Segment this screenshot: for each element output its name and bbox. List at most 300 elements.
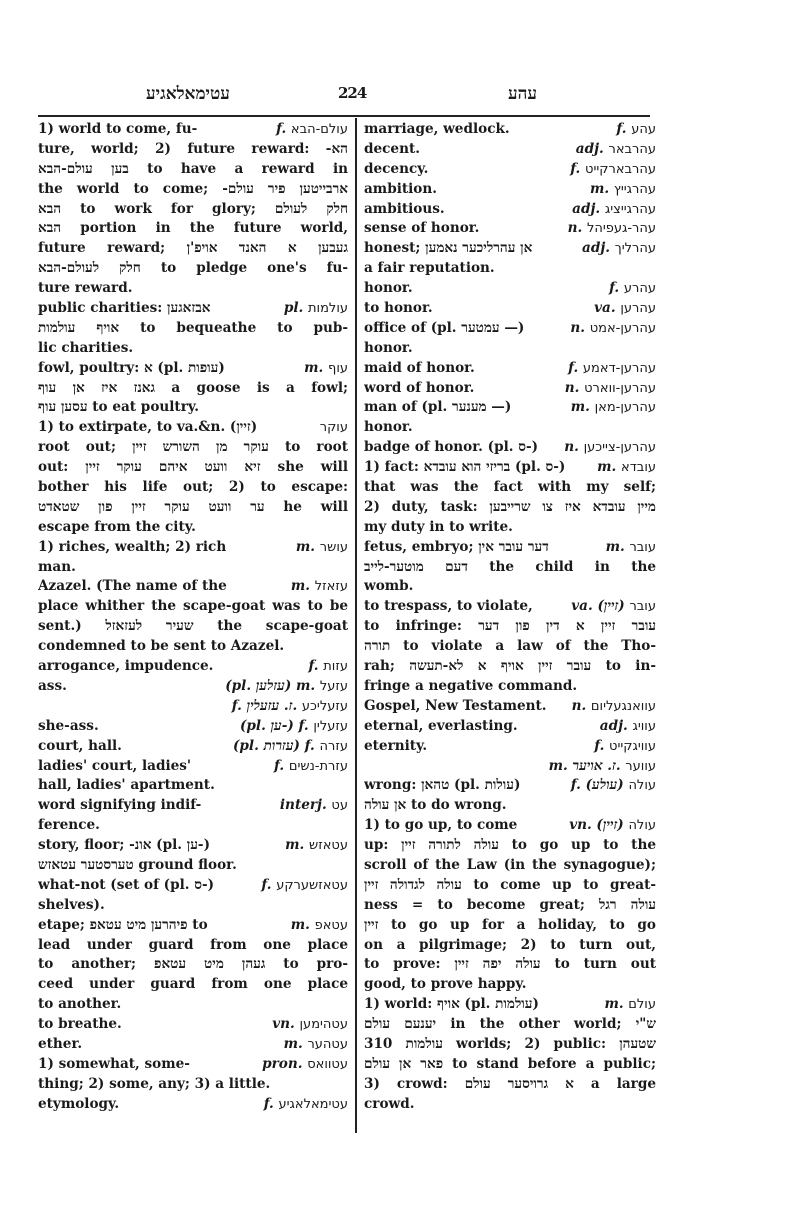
- definition-text: ether.: [38, 1035, 83, 1052]
- headword-group: [597, 458, 656, 478]
- definition-text: court, hall.: [38, 737, 122, 754]
- entry-first-line: [364, 398, 656, 418]
- headword-group: [232, 697, 348, 717]
- headword: עטהימען: [299, 1017, 348, 1033]
- definition-text: story, floor; -אונ (pl. ען-): [38, 837, 210, 854]
- entry-first-line: [38, 657, 348, 677]
- headword-group: [285, 836, 348, 856]
- definition-text: etymology.: [38, 1095, 120, 1112]
- headword: עוויגקייט: [609, 738, 656, 754]
- entry-first-line: [364, 597, 656, 617]
- headword: עהרגייץ: [613, 181, 656, 197]
- headword-group: [576, 140, 656, 160]
- entry-first-line: [364, 120, 656, 140]
- entry-first-line: [364, 299, 656, 319]
- definition-text: ladies' court, ladies': [38, 757, 192, 774]
- entry-first-line: [38, 538, 348, 558]
- definition-text: eternal, everlasting.: [364, 717, 518, 734]
- headword: עוויג: [632, 718, 656, 734]
- headword-group: [272, 1015, 348, 1035]
- headword-group: [568, 359, 656, 379]
- headword-group: [274, 757, 348, 777]
- entry-first-line: [364, 359, 656, 379]
- definition-text: decent.: [364, 140, 420, 157]
- entry-continuation-line: ceed under guard from one place: [38, 976, 348, 993]
- entry-continuation-line: rah; עובר זיין אויף א לא-תעשה to in-: [364, 658, 656, 675]
- entry-continuation-line: that was the fact with my self;: [364, 479, 656, 496]
- headword: עווער: [625, 758, 656, 774]
- dictionary-entry: [364, 219, 656, 239]
- headword-group: [565, 379, 656, 399]
- headword: עהרען-ווארט: [584, 380, 656, 396]
- part-of-speech: n.: [564, 379, 585, 396]
- dictionary-entry: [38, 657, 348, 677]
- entry-first-line: [364, 180, 656, 200]
- entry-first-line: [364, 776, 656, 796]
- dictionary-entry: [364, 279, 656, 299]
- headword: עהרען: [620, 301, 656, 317]
- dictionary-entry: [38, 1035, 348, 1055]
- entry-first-line: [38, 1035, 348, 1055]
- part-of-speech: m. ז. אויער.: [548, 757, 626, 774]
- entry-continuation-line: to prove: עולה יפה זיין to turn out: [364, 956, 656, 973]
- definition-text: maid of honor.: [364, 359, 475, 376]
- entry-first-line: [364, 200, 656, 220]
- headword-group: [571, 776, 656, 796]
- entry-continuation-line: bother his life out; 2) to escape:: [38, 479, 348, 496]
- headword-group: [264, 1095, 348, 1115]
- dictionary-entry: [38, 677, 348, 697]
- part-of-speech: n.: [570, 319, 590, 336]
- headword: עטאזשערקע: [276, 877, 348, 893]
- headword-group: [572, 200, 656, 220]
- dictionary-entry: [364, 438, 656, 458]
- definition-text: 1) fact: בריזי הוא עובדא (pl. ס-): [364, 459, 566, 476]
- entry-continuation-line: place whither the scape-goat was to be: [38, 598, 348, 615]
- definition-text: ambition.: [364, 180, 437, 197]
- definition-text: marriage, wedlock.: [364, 121, 510, 137]
- entry-first-line: [38, 120, 348, 140]
- headword: עט: [331, 798, 348, 814]
- dictionary-entry: [364, 359, 656, 379]
- left-guide-word: עטימאלאגיע: [146, 84, 230, 104]
- entry-continuation-line: פאר אן עולם to stand before a public;: [364, 1055, 656, 1072]
- entry-continuation-line: 2) duty, task: מיין עובדא איז צו שרייבען: [364, 498, 656, 515]
- part-of-speech: m.: [283, 1035, 308, 1052]
- headword: עוף: [328, 360, 348, 376]
- part-of-speech: m.: [570, 399, 595, 416]
- entry-first-line: [364, 697, 656, 717]
- entry-continuation-line: sent.) שעיר לעזאזל the scape-goat: [38, 618, 348, 635]
- entry-continuation-line: גאנז איז אן עוף a goose is a fowl;: [38, 379, 348, 396]
- part-of-speech: f.: [609, 280, 624, 297]
- entry-first-line: [364, 319, 656, 339]
- headword: עהרען-אמט: [589, 320, 656, 336]
- headword: עטהער: [307, 1036, 348, 1052]
- entry-first-line: [38, 577, 348, 597]
- headword-group: [582, 239, 656, 259]
- entry-first-line: [38, 697, 348, 717]
- entry-continuation-line: עולה לגדולה זיין to come up to great-: [364, 876, 656, 893]
- definition-text: wrong: טהאן (pl. עולות): [364, 777, 521, 794]
- part-of-speech: pron.: [262, 1055, 308, 1072]
- headword-group: [606, 538, 656, 558]
- definition-text: badge of honor. (pl. ס-): [364, 439, 539, 456]
- entry-continuation-line: man.: [38, 558, 76, 575]
- entry-continuation-line: scroll of the Law (in the synagogue);: [364, 856, 656, 873]
- headword-group: [572, 697, 656, 717]
- dictionary-entry: [38, 836, 348, 876]
- entry-first-line: [38, 737, 348, 757]
- part-of-speech: f.: [568, 359, 583, 376]
- entry-first-line: [364, 140, 656, 160]
- headword: עטוואס: [307, 1056, 348, 1072]
- headword: עהרען-דאמע: [582, 360, 656, 376]
- part-of-speech: m.: [295, 538, 320, 555]
- part-of-speech: f.: [594, 737, 610, 754]
- part-of-speech: interj.: [279, 797, 332, 814]
- dictionary-entry: [364, 737, 656, 757]
- entry-first-line: [38, 836, 348, 856]
- entry-continuation-line: הבא portion in the future world,: [38, 220, 348, 237]
- headword-group: [291, 577, 348, 597]
- entry-continuation-line: lead under guard from one place: [38, 936, 348, 953]
- definition-text: eternity.: [364, 737, 428, 754]
- headword-group: [570, 319, 656, 339]
- dictionary-entry: [38, 796, 348, 836]
- entry-continuation-line: ער וועט עוקר זיין פון שטאדט he will: [38, 498, 348, 515]
- dictionary-entry: [38, 1055, 348, 1095]
- headword: עובר: [629, 599, 656, 615]
- headword: עולה: [628, 778, 656, 794]
- entry-continuation-line: דעם מוטער-לייב the child in the: [364, 558, 656, 575]
- headword-group: [609, 279, 656, 299]
- headword-group: [549, 757, 656, 777]
- headword: עטאפ: [314, 917, 348, 933]
- page-number: 224: [338, 84, 367, 102]
- dictionary-entry: [364, 319, 656, 359]
- part-of-speech: vn.: [272, 1016, 300, 1033]
- entry-continuation-line: condemned to be sent to Azazel.: [38, 638, 285, 655]
- part-of-speech: (pl. עזרות) f.: [233, 737, 320, 754]
- entry-continuation-line: עולמות 310 worlds; 2) public: שטעהן: [364, 1035, 656, 1052]
- headword-group: [308, 657, 348, 677]
- column-divider: [355, 118, 357, 1133]
- part-of-speech: n.: [567, 220, 587, 237]
- dictionary-entry: [364, 538, 656, 598]
- entry-continuation-line: the world to come; -ארבייטען פיר עולם: [38, 180, 348, 197]
- headword: עובר: [629, 539, 656, 555]
- headword-group: [225, 677, 348, 697]
- definition-text: she-ass.: [38, 717, 99, 734]
- part-of-speech: f.: [274, 757, 289, 774]
- part-of-speech: pl.: [283, 300, 309, 317]
- dictionary-entry: [38, 418, 348, 537]
- definition-text: 1) to go up, to come: [364, 817, 518, 834]
- entry-continuation-line: fringe a negative command.: [364, 677, 578, 694]
- headword: עולמות: [308, 301, 348, 317]
- headword-group: [261, 876, 348, 896]
- definition-text: word signifying indif-: [38, 797, 202, 814]
- headword: עזרת-נשים: [288, 758, 348, 774]
- headword: עהרבאר: [608, 141, 656, 157]
- entry-first-line: [364, 219, 656, 239]
- definition-text: 1) somewhat, some-: [38, 1055, 190, 1072]
- dictionary-entry: [364, 398, 656, 438]
- definition-text: ass.: [38, 677, 67, 694]
- part-of-speech: vn. (זיין): [569, 817, 629, 834]
- definition-text: honest; אן עהרליכער נאמען: [364, 240, 533, 257]
- entry-first-line: [38, 1015, 348, 1035]
- definition-text: ambitious.: [364, 200, 445, 217]
- headword: עושר: [319, 539, 348, 555]
- entry-continuation-line: תורה to violate a law of the Tho-: [364, 638, 656, 655]
- part-of-speech: adj.: [599, 717, 633, 734]
- entry-first-line: [364, 458, 656, 478]
- headword: עהע: [631, 122, 656, 137]
- headword: עזעל: [319, 678, 348, 694]
- definition-text: sense of honor.: [364, 220, 480, 237]
- left-column: [38, 120, 348, 1115]
- dictionary-entry: [38, 1015, 348, 1035]
- headword: עהרגייציג: [604, 201, 656, 217]
- entry-continuation-line: escape from the city.: [38, 518, 196, 535]
- dictionary-entry: [38, 697, 348, 717]
- entry-continuation-line: זיין to go up for a holiday, to go: [364, 916, 656, 933]
- entry-continuation-line: hall, ladies' apartment.: [38, 777, 215, 794]
- entry-first-line: [38, 677, 348, 697]
- headword-group: [284, 1035, 348, 1055]
- entry-continuation-line: חלק לעולם-הבא to pledge one's fu-: [38, 260, 348, 277]
- entry-continuation-line: my duty in to write.: [364, 518, 513, 535]
- entry-continuation-line: ture, world; 2) future reward: -הא: [38, 140, 348, 157]
- entry-continuation-line: crowd.: [364, 1095, 415, 1112]
- part-of-speech: m.: [304, 359, 328, 376]
- entry-first-line: [38, 1055, 348, 1075]
- entry-continuation-line: ness = to become great; עולה רגל: [364, 896, 656, 913]
- definition-text: arrogance, impudence.: [38, 658, 214, 675]
- entry-first-line: [364, 160, 656, 180]
- definition-text: 1) to extirpate, to va.&n. (זיין): [38, 419, 258, 436]
- headword-group: [571, 597, 656, 617]
- entry-continuation-line: 3) crowd: א גרויסער עולם a large: [364, 1075, 656, 1092]
- entry-continuation-line: a fair reputation.: [364, 260, 495, 277]
- entry-continuation-line: אן עולה to do wrong.: [364, 797, 507, 814]
- dictionary-entry: [38, 299, 348, 359]
- part-of-speech: f.: [261, 876, 277, 893]
- entry-continuation-line: out: זיא וועט איהם עוקר זיין she will: [38, 459, 348, 476]
- headword: עהרע: [623, 281, 656, 297]
- headword-group: [320, 418, 348, 438]
- headword: עזעליכע: [301, 698, 348, 714]
- headword: עזרה: [319, 738, 348, 754]
- entry-continuation-line: to another.: [38, 996, 122, 1013]
- headword: עטימאלאגיע: [278, 1096, 348, 1112]
- headword-group: [569, 816, 656, 836]
- entry-continuation-line: ture reward.: [38, 280, 133, 297]
- definition-text: to honor.: [364, 300, 433, 317]
- headword-group: [568, 219, 656, 239]
- dictionary-entry: [364, 717, 656, 737]
- part-of-speech: (pl. עזלען) m.: [225, 677, 320, 694]
- definition-text: 1) world: אויף (pl. עולמות): [364, 996, 539, 1013]
- entry-first-line: [38, 757, 348, 777]
- headword: עובדא: [621, 460, 656, 476]
- headword: עהרען-צייכען: [583, 440, 656, 456]
- entry-continuation-line: good, to prove happy.: [364, 976, 527, 993]
- entry-continuation-line: אויף עולמות to bequeathe to pub-: [38, 319, 348, 336]
- dictionary-entry: [364, 697, 656, 717]
- dictionary-entry: [364, 597, 656, 696]
- headword-group: [571, 398, 656, 418]
- definition-text: to breathe.: [38, 1016, 122, 1033]
- headword: עוואנגעליום: [590, 698, 656, 714]
- definition-text: man of (pl. מענער —): [364, 399, 512, 416]
- dictionary-entry: [364, 458, 656, 538]
- dictionary-entry: [38, 577, 348, 657]
- dictionary-entry: [364, 776, 656, 816]
- definition-text: what-not (set of (pl. ס-): [38, 876, 215, 893]
- headword-group: [304, 359, 348, 379]
- entry-first-line: [364, 538, 656, 558]
- headword: עהרליך: [614, 241, 656, 257]
- entry-continuation-line: הבא to work for glory; חלק לעולם: [38, 200, 348, 217]
- headword: עזות: [323, 659, 348, 675]
- dictionary-entry: [38, 717, 348, 737]
- dictionary-entry: [364, 239, 656, 279]
- entry-continuation-line: lic charities.: [38, 339, 134, 356]
- entry-continuation-line: to another; געהן מיט עטאפ to pro-: [38, 956, 348, 973]
- definition-text: fowl, poultry: א (pl. עופות): [38, 359, 225, 376]
- part-of-speech: va.: [594, 300, 621, 317]
- part-of-speech: adj.: [575, 140, 609, 157]
- headword-group: [594, 737, 656, 757]
- entry-continuation-line: future reward; געבען א האנד אויפ'ן: [38, 240, 348, 257]
- headword: עהר-געפיהל: [586, 221, 656, 237]
- headword: עולם: [628, 997, 656, 1013]
- dictionary-entry: [364, 299, 656, 319]
- definition-text: fetus, embryo; דער עובר אין: [364, 538, 549, 555]
- dictionary-entry: [364, 757, 656, 777]
- right-column: [364, 120, 656, 1115]
- entry-continuation-line: shelves).: [38, 896, 105, 913]
- headword: עולם-הבא: [290, 122, 348, 137]
- definition-text: honor.: [364, 280, 413, 297]
- entry-first-line: [364, 757, 656, 777]
- definition-text: public charities: אבזאגען: [38, 300, 211, 317]
- entry-continuation-line: root out; עוקר מן השורש זיין to root: [38, 439, 348, 456]
- page-header: [36, 84, 672, 108]
- entry-first-line: [38, 916, 348, 936]
- headword-group: [564, 438, 656, 458]
- part-of-speech: adj.: [572, 200, 605, 217]
- definition-text: to trespass, to violate,: [364, 598, 533, 615]
- headword-group: [262, 1055, 348, 1075]
- headword-group: [240, 717, 348, 737]
- dictionary-entry: [364, 816, 656, 995]
- definition-text: Gospel, New Testament.: [364, 697, 547, 714]
- entry-first-line: [364, 717, 656, 737]
- headword: עטאזש: [309, 838, 348, 854]
- headword-group: [233, 737, 348, 757]
- part-of-speech: f. ז. עזעלין.: [231, 697, 302, 714]
- part-of-speech: f.: [570, 160, 586, 177]
- entry-first-line: [38, 796, 348, 816]
- dictionary-entry: [364, 120, 656, 140]
- entry-continuation-line: ference.: [38, 817, 100, 834]
- dictionary-entry: [38, 359, 348, 419]
- headword-group: [296, 538, 348, 558]
- part-of-speech: va. (זיין): [571, 598, 630, 615]
- definition-text: Azazel. (The name of the: [38, 578, 227, 595]
- entry-continuation-line: up: עולה לתורה זיין to go up to the: [364, 837, 656, 854]
- part-of-speech: n.: [571, 697, 591, 714]
- headword: עזעלין: [313, 718, 348, 734]
- definition-text: word of honor.: [364, 379, 475, 396]
- entry-first-line: [38, 876, 348, 896]
- entry-continuation-line: womb.: [364, 578, 414, 595]
- part-of-speech: f.: [276, 121, 291, 137]
- entry-first-line: [364, 816, 656, 836]
- headword-group: [280, 796, 348, 816]
- headword-group: [600, 717, 656, 737]
- headword-group: [284, 299, 348, 319]
- dictionary-entry: [38, 757, 348, 797]
- headword: עוקר: [319, 420, 348, 436]
- headword: עהרען-מאן: [594, 400, 656, 416]
- entry-continuation-line: עסען עוף to eat poultry.: [38, 399, 199, 416]
- headword-group: [604, 995, 656, 1015]
- entry-continuation-line: thing; 2) some, any; 3) a little.: [38, 1075, 271, 1092]
- entry-first-line: [38, 717, 348, 737]
- part-of-speech: m.: [597, 459, 622, 476]
- part-of-speech: m.: [285, 837, 310, 854]
- dictionary-entry: [364, 140, 656, 160]
- entry-continuation-line: טערסטער עטאזש ground floor.: [38, 856, 237, 873]
- entry-first-line: [38, 418, 348, 438]
- entry-continuation-line: honor.: [364, 339, 413, 356]
- headword: עהרבארקייט: [585, 161, 656, 177]
- entry-continuation-line: יענעם עולם in the other world; ש"י: [364, 1016, 656, 1033]
- part-of-speech: m.: [290, 578, 315, 595]
- dictionary-entry: [38, 737, 348, 757]
- headword-group: [594, 299, 656, 319]
- dictionary-entry: [364, 160, 656, 180]
- part-of-speech: (pl. ען-) f.: [239, 717, 314, 734]
- part-of-speech: f.: [263, 1095, 279, 1112]
- entry-first-line: [364, 438, 656, 458]
- definition-text: etape; פיהרען מיט עטאפ to: [38, 916, 208, 933]
- headword-group: [570, 160, 656, 180]
- entry-continuation-line: on a pilgrimage; 2) to turn out,: [364, 936, 656, 953]
- part-of-speech: f.: [308, 658, 324, 675]
- dictionary-entry: [364, 995, 656, 1114]
- part-of-speech: n.: [564, 439, 584, 456]
- dictionary-entry: [364, 379, 656, 399]
- dictionary-entry: [38, 120, 348, 299]
- definition-text: 1) riches, wealth; 2) rich: [38, 538, 227, 555]
- headword: עולה: [628, 818, 656, 834]
- dictionary-entry: [38, 876, 348, 916]
- headword-group: [276, 120, 348, 140]
- part-of-speech: f. (עולע): [570, 777, 629, 794]
- part-of-speech: m.: [589, 180, 614, 197]
- entry-first-line: [38, 1095, 348, 1115]
- entry-continuation-line: to infringe: עובר זיין א דין פון דער: [364, 618, 656, 635]
- entry-first-line: [364, 995, 656, 1015]
- headword: עזאזל: [314, 579, 348, 595]
- header-rule: [38, 115, 650, 117]
